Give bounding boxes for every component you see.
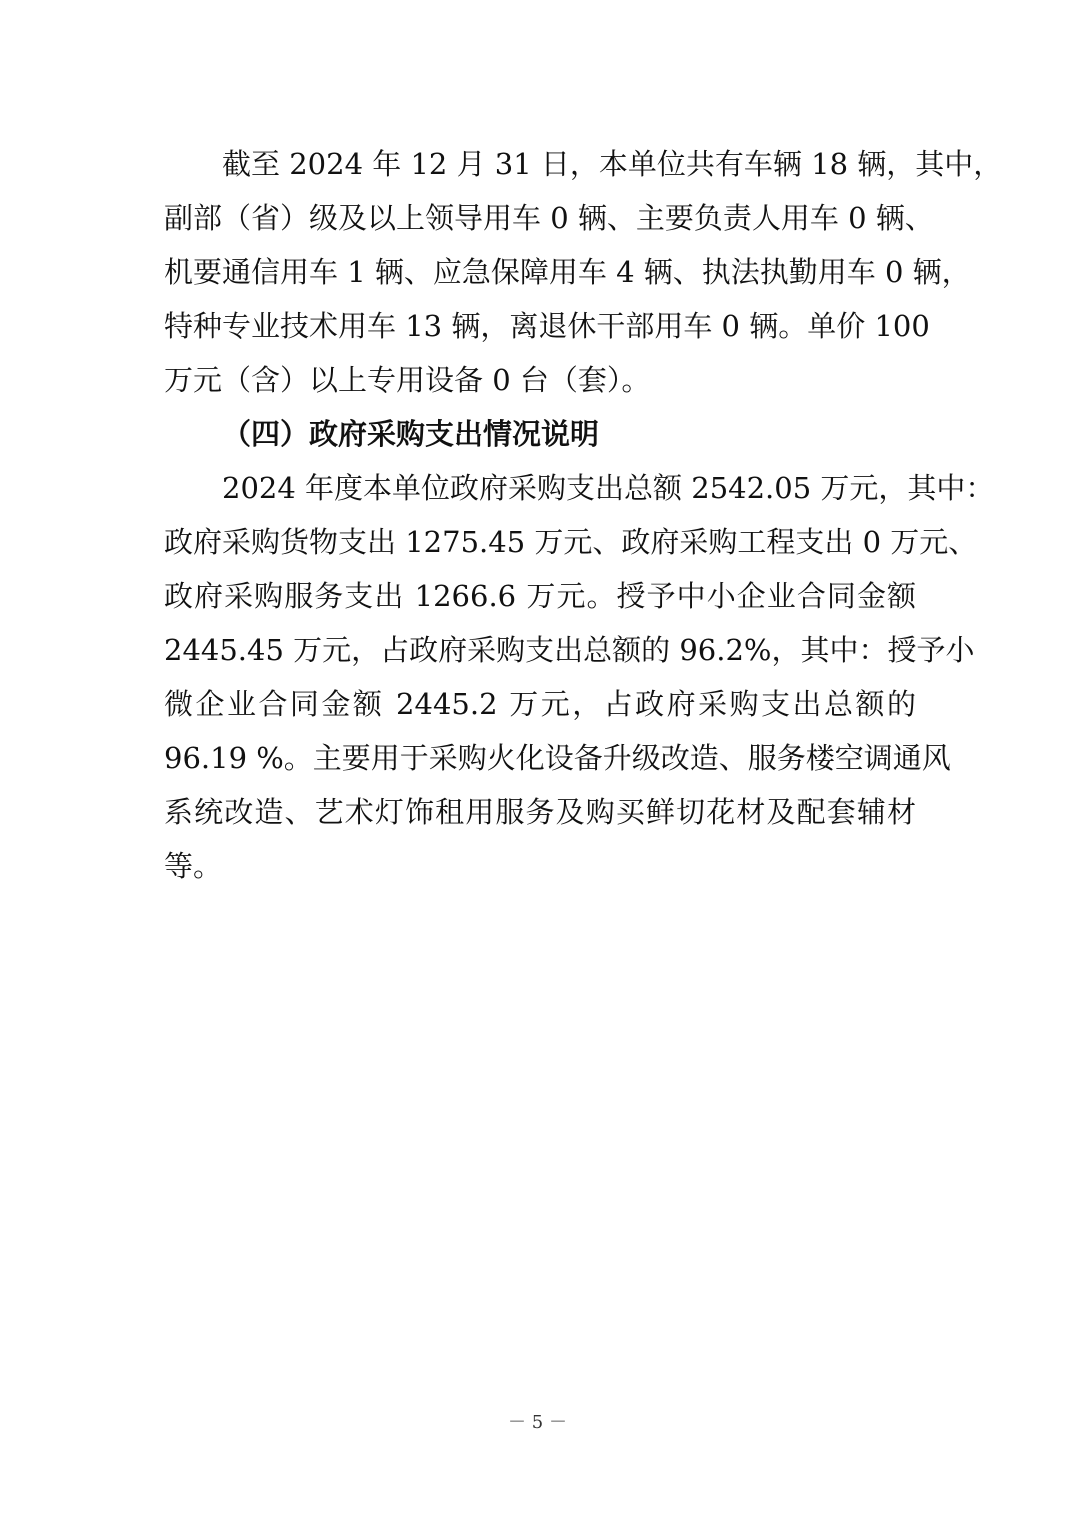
paragraph-line: 截至 2024 年 12 月 31 日，本单位共有车辆 18 辆，其中， <box>222 147 1003 181</box>
paragraph-line: 副部（省）级及以上领导用车 0 辆、主要负责人用车 0 辆、 <box>164 201 934 235</box>
paragraph-line: 万元（含）以上专用设备 0 台（套）。 <box>164 363 651 397</box>
section-heading: （四）政府采购支出情况说明 <box>222 417 600 451</box>
paragraph-line: 2445.45 万元，占政府采购支出总额的 96.2%，其中：授予小 <box>164 633 975 667</box>
paragraph-line: 特种专业技术用车 13 辆，离退休干部用车 0 辆。单价 100 <box>164 309 930 343</box>
paragraph-line: 政府采购货物支出 1275.45 万元、政府采购工程支出 0 万元、 <box>164 525 978 559</box>
paragraph-line: 96.19 %。主要用于采购火化设备升级改造、服务楼空调通风 <box>164 741 951 775</box>
paragraph-line: 系统改造、艺术灯饰租用服务及购买鲜切花材及配套辅材 <box>164 795 916 829</box>
paragraph-line: 机要通信用车 1 辆、应急保障用车 4 辆、执法执勤用车 0 辆， <box>164 255 971 289</box>
procurement-section <box>164 407 995 893</box>
vehicle-paragraph <box>164 137 1003 407</box>
paragraph-line: 等。 <box>164 849 223 883</box>
paragraph-line: 2024 年度本单位政府采购支出总额 2542.05 万元，其中： <box>222 471 995 505</box>
paragraph-line: 政府采购服务支出 1266.6 万元。授予中小企业合同金额 <box>164 579 916 613</box>
page-number: － 5 － <box>508 1412 567 1433</box>
paragraph-line: 微企业合同金额 2445.2 万元，占政府采购支出总额的 <box>164 687 916 721</box>
